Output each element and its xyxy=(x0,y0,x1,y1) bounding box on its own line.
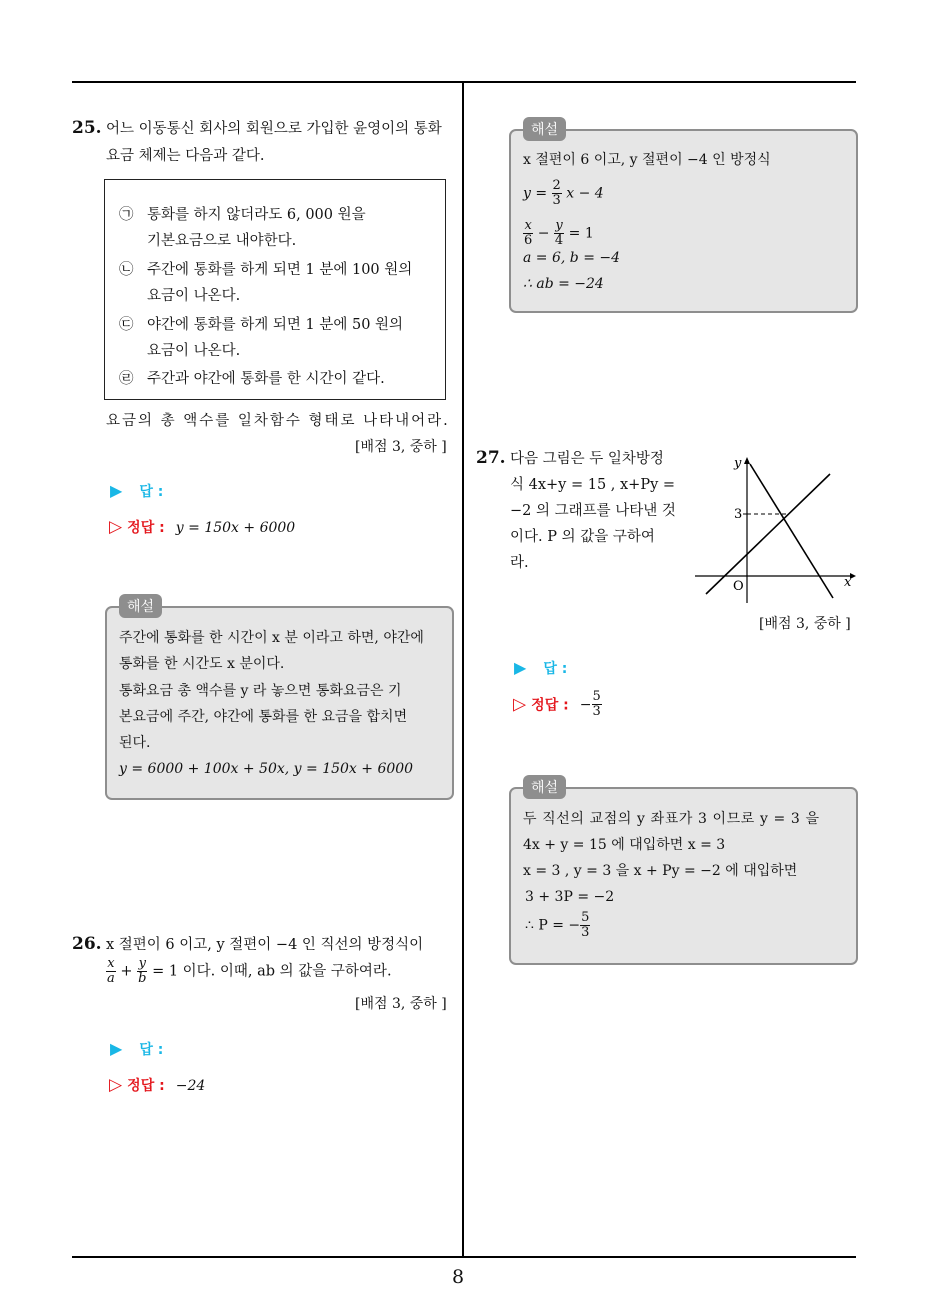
q25-text-line1: 어느 이동통신 회사의 회원으로 가입한 윤영이의 통화 xyxy=(106,121,442,137)
q26-text-line2: $\frac{x}{a}$ + $\frac{y}{b}$ = 1 이다. 이때, ab 의 값을 구하여라. xyxy=(107,956,392,986)
q27-sol-line5: ∴ P = − $\frac{5}{3}$ xyxy=(525,910,590,940)
q25-item3-line1: 야간에 통화를 하게 되면 1 분에 50 원의 xyxy=(147,317,404,333)
top-rule xyxy=(72,81,856,83)
q26-sol-line5: ∴ ab = −24 xyxy=(523,276,604,292)
correct-arrow-icon: ▷ xyxy=(513,694,527,715)
q25-answer-row xyxy=(110,481,163,501)
q26-correct-row xyxy=(109,1075,205,1095)
q25-sol-line2: 통화를 한 시간도 x 분이다. xyxy=(119,656,285,672)
q25-item3-line2: 요금이 나온다. xyxy=(147,343,241,359)
q25-text-line2: 요금 체제는 다음과 같다. xyxy=(106,148,265,164)
q26-sol-line3: $\frac{x}{6}$ − $\frac{y}{4}$ = 1 xyxy=(524,218,594,248)
q27-sol-line3: x = 3 , y = 3 을 x + Py = −2 에 대입하면 xyxy=(523,863,798,879)
q25-item1-line1: 통화를 하지 않더라도 6, 000 원을 xyxy=(147,207,366,223)
q27-solution-tag: 해설 xyxy=(523,775,566,799)
q26-sol-line4: a = 6, b = −4 xyxy=(523,250,621,266)
q25-meta: [배점 3, 중하 ] xyxy=(355,439,447,455)
q27-sol-line2: 4x + y = 15 에 대입하면 x = 3 xyxy=(523,837,726,853)
correct-arrow-icon: ▷ xyxy=(109,1075,123,1095)
q27-answer-label: 답 : xyxy=(543,661,568,677)
q25-answer-label: 답 : xyxy=(139,484,164,500)
page-number: 8 xyxy=(452,1266,465,1288)
q27-answer-row xyxy=(514,658,567,678)
q26-sol-line2: y = $\frac{2}{3}$ x − 4 xyxy=(523,178,604,208)
q27-text-line3: −2 의 그래프를 나타낸 것 xyxy=(510,503,676,519)
q27-text-line2: 식 4x+y = 15 , x+Py = xyxy=(510,477,676,493)
q25-item3-mark: ㉢ xyxy=(119,317,134,333)
q25-item4-mark: ㉣ xyxy=(119,371,134,387)
column-divider xyxy=(462,82,464,1257)
q25-correct-label: 정답 : xyxy=(127,520,165,536)
q25-correct-value: y = 150x + 6000 xyxy=(175,520,296,536)
q25-item1-mark: ㉠ xyxy=(119,207,134,223)
y-axis-label: y xyxy=(734,456,742,471)
q26-answer-row xyxy=(110,1039,163,1059)
tick-label-3: 3 xyxy=(734,507,743,522)
q25-sol-line6: y = 6000 + 100x + 50x, y = 150x + 6000 xyxy=(119,761,414,777)
bottom-rule xyxy=(72,1256,856,1258)
x-axis-label: x xyxy=(844,575,852,590)
answer-arrow-icon: ▶ xyxy=(110,481,123,500)
q25-sol-line5: 된다. xyxy=(119,735,151,751)
q25-prompt: 요금의 총 액수를 일차함수 형태로 나타내어라. xyxy=(106,413,450,429)
q26-number: 26. xyxy=(72,934,102,954)
q27-text-line4: 이다. P 의 값을 구하여 xyxy=(510,529,655,545)
q27-meta: [배점 3, 중하 ] xyxy=(759,616,851,632)
q27-number: 27. xyxy=(476,448,506,468)
q26-answer-label: 답 : xyxy=(139,1042,164,1058)
q25-item2-line2: 요금이 나온다. xyxy=(147,288,241,304)
q27-sol-line1: 두 직선의 교점의 y 좌표가 3 이므로 y = 3 을 xyxy=(523,811,820,827)
q26-meta: [배점 3, 중하 ] xyxy=(355,996,447,1012)
q25-solution-tag: 해설 xyxy=(119,594,162,618)
q26-solution-box xyxy=(509,129,858,313)
q26-correct-label: 정답 : xyxy=(127,1078,165,1094)
q25-number: 25. xyxy=(72,118,102,138)
q26-solution-tag: 해설 xyxy=(523,117,566,141)
q25-item4-line1: 주간과 야간에 통화를 한 시간이 같다. xyxy=(147,371,385,387)
q27-correct-label: 정답 : xyxy=(531,697,569,714)
q26-sol-line1: x 절편이 6 이고, y 절편이 −4 인 방정식 xyxy=(523,152,771,168)
q25-sol-line1: 주간에 통화를 한 시간이 x 분 이라고 하면, 야간에 xyxy=(119,630,424,646)
q26-frac-y-b: $\frac{y}{b}$ xyxy=(138,956,147,986)
q25-sol-line4: 본요금에 주간, 야간에 통화를 한 요금을 합치면 xyxy=(119,709,408,725)
answer-arrow-icon: ▶ xyxy=(514,658,527,677)
q27-graph xyxy=(690,448,860,608)
q27-correct-row xyxy=(513,690,602,719)
q25-conditions-box xyxy=(104,179,446,400)
q27-text-line5: 라. xyxy=(510,555,529,571)
q25-item1-line2: 기본요금으로 내야한다. xyxy=(147,233,297,249)
q25-solution-box xyxy=(105,606,454,800)
q27-correct-value: − $\frac{5}{3}$ xyxy=(579,689,601,719)
q26-correct-value: −24 xyxy=(175,1078,206,1094)
q26-frac-x-a: $\frac{x}{a}$ xyxy=(107,956,115,986)
correct-arrow-icon: ▷ xyxy=(109,517,123,537)
q27-sol-line4: 3 + 3P = −2 xyxy=(525,889,615,905)
q25-item2-mark: ㉡ xyxy=(119,262,134,278)
y-axis-arrow xyxy=(744,457,750,464)
q25-correct-row xyxy=(109,517,295,537)
origin-label: O xyxy=(733,579,744,594)
q27-text-line1: 다음 그림은 두 일차방정 xyxy=(510,451,664,467)
q26-text-line1: x 절편이 6 이고, y 절편이 −4 인 직선의 방정식이 xyxy=(106,937,424,953)
q27-solution-box xyxy=(509,787,858,965)
q25-item2-line1: 주간에 통화를 하게 되면 1 분에 100 원의 xyxy=(147,262,413,278)
q25-sol-line3: 통화요금 총 액수를 y 라 놓으면 통화요금은 기 xyxy=(119,683,402,699)
answer-arrow-icon: ▶ xyxy=(110,1039,123,1058)
